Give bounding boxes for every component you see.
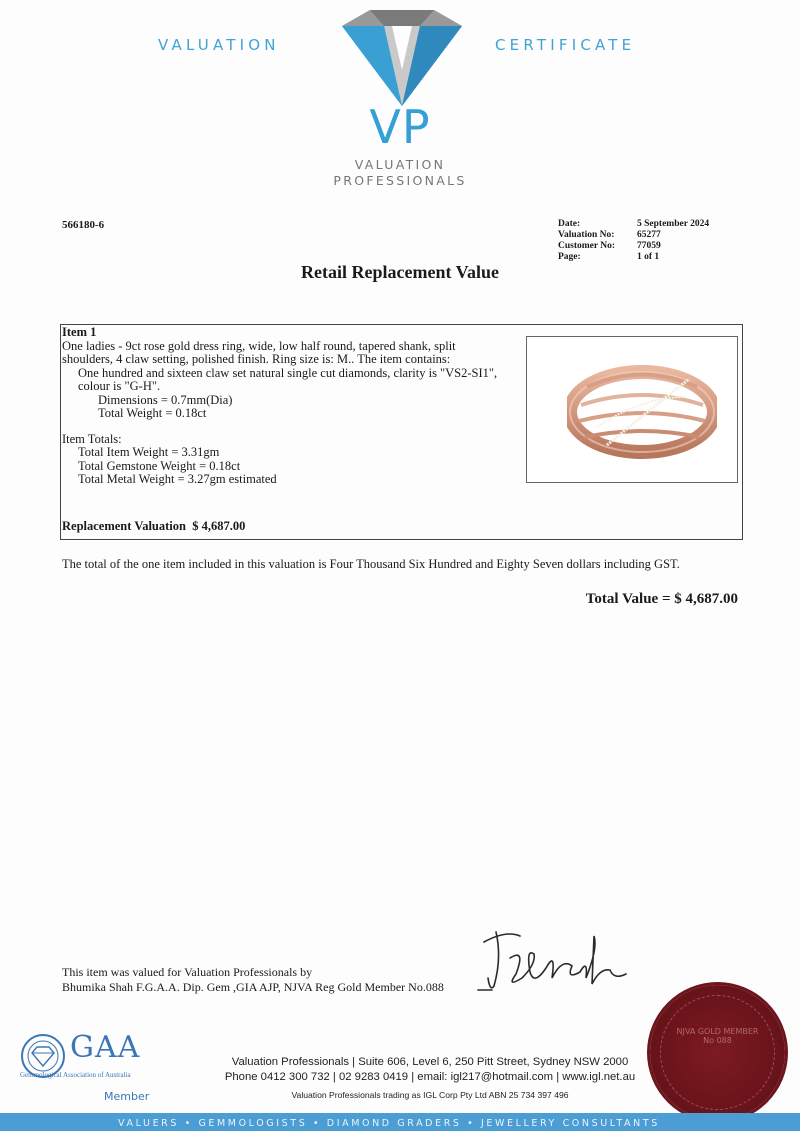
seal-text: No 088: [703, 1036, 732, 1045]
dimensions-line: Dimensions = 0.7mm(Dia): [98, 392, 233, 407]
total-value: Total Value = $ 4,687.00: [585, 591, 738, 607]
page-value: 1 of 1: [637, 252, 660, 262]
valuation-summary: The total of the one item included in this valuation is Four Thousand Six Hundred and Eighty Seven dollars including GST.: [62, 557, 680, 571]
date-value: 5 September 2024: [637, 219, 710, 229]
gaa-subtitle: Gemmological Association of Australia: [20, 1071, 131, 1079]
seal-text: NJVA GOLD MEMBER: [676, 1027, 759, 1036]
date-label: Date:: [558, 219, 581, 229]
gaa-logo-text: GAA: [70, 1030, 141, 1065]
item-desc-line: One ladies - 9ct rose gold dress ring, wide, low half round, tapered shank, split: [62, 338, 456, 353]
item-desc-line: shoulders, 4 claw setting, polished finish. Ring size is: M.. The item contains:: [62, 352, 451, 366]
item-totals-heading: Item Totals:: [62, 431, 122, 446]
logo-subtitle-valuation: VALUATION: [354, 157, 446, 172]
page-label: Page:: [558, 252, 581, 262]
valuation-no-value: 65277: [637, 230, 661, 240]
stones-line: One hundred and sixteen claw set natural single cut diamonds, clarity is "VS2-SI1",: [78, 365, 498, 380]
gaa-member-label: Member: [104, 1090, 150, 1103]
total-metal-weight: Total Metal Weight = 3.27gm estimated: [78, 472, 277, 486]
customer-no-label: Customer No:: [558, 241, 616, 251]
item-heading: Item 1: [62, 325, 97, 339]
replacement-valuation: [62, 519, 245, 534]
header-word-valuation: VALUATION: [158, 36, 280, 54]
footer-band-text: VALUERS • GEMMOLOGISTS • DIAMOND GRADERS • JEWELLERY CONSULTANTS: [118, 1118, 660, 1129]
ring-photo: [526, 336, 738, 483]
signature-image: [476, 928, 646, 994]
replacement-label: Replacement Valuation: [62, 519, 186, 533]
ring-image: [567, 357, 717, 467]
footer-contact: Phone 0412 300 732 | 02 9283 0419 | email: igl217@hotmail.com | www.igl.net.au: [224, 1071, 636, 1083]
valuation-no-label: Valuation No:: [558, 230, 615, 240]
signoff-line: This item was valued for Valuation Professionals by: [62, 965, 313, 979]
stones-line: colour is "G-H".: [78, 379, 161, 393]
diamond-icon: [332, 8, 472, 108]
item-description: [62, 326, 524, 487]
stone-weight-line: Total Weight = 0.18ct: [98, 406, 207, 420]
logo-vp: VP: [369, 100, 431, 154]
footer-address: Valuation Professionals | Suite 606, Level 6, 250 Pitt Street, Sydney NSW 2000: [231, 1056, 629, 1068]
signoff-line: Bhumika Shah F.G.A.A. Dip. Gem ,GIA AJP, NJVA Reg Gold Member No.088: [62, 980, 444, 994]
document-title: Retail Replacement Value: [301, 262, 499, 282]
replacement-amount: $ 4,687.00: [192, 519, 246, 533]
reference-number: 566180-6: [62, 219, 105, 231]
header-word-certificate: CERTIFICATE: [495, 36, 636, 54]
total-gemstone-weight: Total Gemstone Weight = 0.18ct: [78, 458, 241, 473]
footer-abn: Valuation Professionals trading as IGL Corp Pty Ltd ABN 25 734 397 496: [291, 1090, 569, 1100]
logo-subtitle-professionals: PROFESSIONALS: [333, 173, 467, 188]
valuer-signoff: [62, 965, 444, 995]
customer-no-value: 77059: [637, 241, 661, 251]
meta-block: [558, 219, 709, 263]
total-item-weight: Total Item Weight = 3.31gm: [78, 445, 220, 459]
